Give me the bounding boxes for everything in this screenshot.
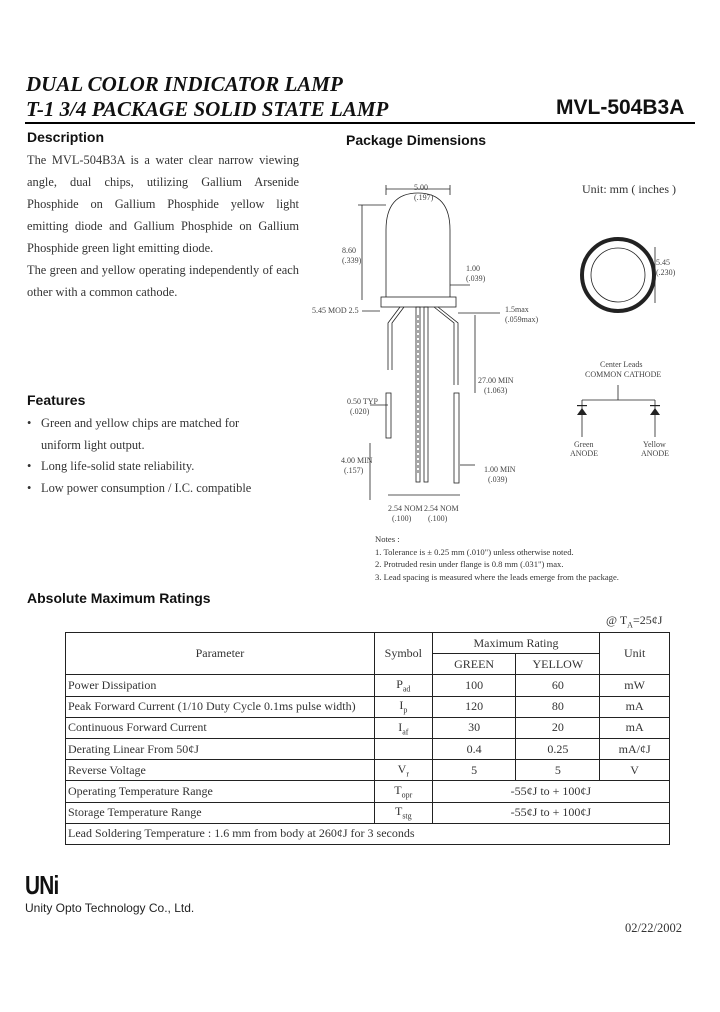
dim-lead-left-min-in: (.157)	[344, 466, 364, 475]
dim-lead-left-min: 4.00 MIN	[341, 456, 373, 465]
feature-item-continued: uniform light output.	[41, 438, 145, 452]
feature-item: • Low power consumption / I.C. compatible	[27, 481, 252, 495]
table-footer-row: Lead Soldering Temperature : 1.6 mm from body at 260¢J for 3 seconds	[66, 823, 670, 844]
description-paragraph-1: The MVL-504B3A is a water clear narrow viewing angle, dual chips, utilizing Gallium Arsenide Phosphide on Gallium Phosphide yellow light emitting diode and Gallium Phosphide on Gallium Phosphide green light emitting diode.	[27, 153, 299, 255]
led-dome-outline	[386, 193, 450, 297]
header-yellow: YELLOW	[516, 654, 600, 675]
dim-lead-min-in: (1.063)	[484, 386, 508, 395]
table-row: Peak Forward Current (1/10 Duty Cycle 0.1ms pulse width) $I_p$ 120 80 mA	[66, 696, 670, 717]
features-heading: Features	[27, 392, 86, 408]
description-heading: Description	[27, 129, 105, 145]
feature-item: • Green and yellow chips are matched for	[27, 416, 240, 430]
dim-resin-in: (.059max)	[505, 315, 539, 324]
model-number: MVL-504B3A	[556, 96, 685, 119]
note-1: 1. Tolerance is ± 0.25 mm (.010") unless otherwise noted.	[375, 546, 574, 557]
table-row: Storage Temperature Range $T_{stg}$ -55¢J to + 100¢J	[66, 802, 670, 823]
schematic-green-sub: ANODE	[570, 449, 598, 458]
top-view-circle	[582, 239, 654, 311]
dim-spacing-1-in: (.100)	[392, 514, 412, 523]
schematic-label-2: COMMON CATHODE	[585, 370, 662, 379]
dim-circle: 5.45	[656, 258, 670, 267]
header-symbol: Symbol	[374, 633, 432, 675]
header-parameter: Parameter	[66, 633, 375, 675]
notes	[375, 533, 619, 583]
schematic-yellow: Yellow	[643, 440, 666, 449]
dim-spacing-1: 2.54 NOM	[388, 504, 423, 513]
table-row: Continuous Forward Current $I_{af}$ 30 20 mA	[66, 717, 670, 738]
dim-bottom-min-in: (.039)	[488, 475, 508, 484]
dim-lead-typ: 0.50 TYP	[347, 397, 378, 406]
lead-right-upper	[434, 307, 454, 385]
company-logo: UNi	[25, 870, 59, 900]
note-2: 2. Protruded resin under flange is 0.8 mm (.031") max.	[375, 559, 564, 569]
header-green: GREEN	[432, 654, 516, 675]
schematic-label-1: Center Leads	[600, 360, 643, 369]
dim-flange: 5.45 MOD 2.5	[312, 306, 359, 315]
table-row: Power Dissipation $P_{ad}$ 100 60 mW	[66, 675, 670, 696]
company-name: Unity Opto Technology Co., Ltd.	[25, 901, 195, 915]
table-header-row	[66, 633, 670, 654]
dim-spacing-2-in: (.100)	[428, 514, 448, 523]
ratings-condition: @ $T_A=25¢J$	[606, 613, 663, 630]
schematic-yellow-sub: ANODE	[641, 449, 669, 458]
lead-right-lower	[454, 393, 459, 483]
dim-width-top: 5.00	[414, 183, 428, 192]
lead-left-upper	[388, 307, 400, 370]
title-line-1: DUAL COLOR INDICATOR LAMP	[26, 72, 343, 96]
description-paragraph-2: The green and yellow operating independently of each other with a common cathode.	[27, 263, 299, 299]
dim-width-top-in: (.197)	[414, 193, 434, 202]
dim-lead-min: 27.00 MIN	[478, 376, 514, 385]
dim-circle-in: (.230)	[656, 268, 676, 277]
table-row: Derating Linear From 50¢J 0.4 0.25 mA/¢J	[66, 738, 670, 759]
dim-height: 8.60	[342, 246, 356, 255]
lead-left-lower	[386, 393, 391, 438]
feature-item: • Long life-solid state reliability.	[27, 459, 195, 473]
document-date: 02/22/2002	[625, 921, 682, 935]
title-line-2: T-1 3/4 PACKAGE SOLID STATE LAMP	[26, 97, 389, 121]
table-row: Reverse Voltage $V_r$ 5 5 V	[66, 760, 670, 781]
header-max-rating: Maximum Rating	[432, 633, 599, 654]
led-flange	[381, 297, 456, 307]
dim-spacing-2: 2.54 NOM	[424, 504, 459, 513]
dim-bottom-min: 1.00 MIN	[484, 465, 516, 474]
dim-rim-in: (.039)	[466, 274, 486, 283]
dim-lead-typ-in: (.020)	[350, 407, 370, 416]
description-text	[27, 149, 299, 303]
header-unit: Unit	[600, 633, 670, 675]
note-3: 3. Lead spacing is measured where the leads emerge from the package.	[375, 571, 619, 582]
dim-resin: 1.5max	[505, 305, 529, 314]
table-row: Operating Temperature Range $T_{opr}$ -55¢J to + 100¢J	[66, 781, 670, 802]
ratings-table	[65, 632, 670, 845]
dim-height-in: (.339)	[342, 256, 362, 265]
ratings-heading: Absolute Maximum Ratings	[27, 590, 211, 606]
unit-label: Unit: mm ( inches )	[582, 182, 676, 196]
header-rule	[25, 122, 695, 124]
notes-heading: Notes :	[375, 534, 400, 544]
dim-rim: 1.00	[466, 264, 480, 273]
schematic-green: Green	[574, 440, 594, 449]
package-heading: Package Dimensions	[346, 132, 487, 148]
